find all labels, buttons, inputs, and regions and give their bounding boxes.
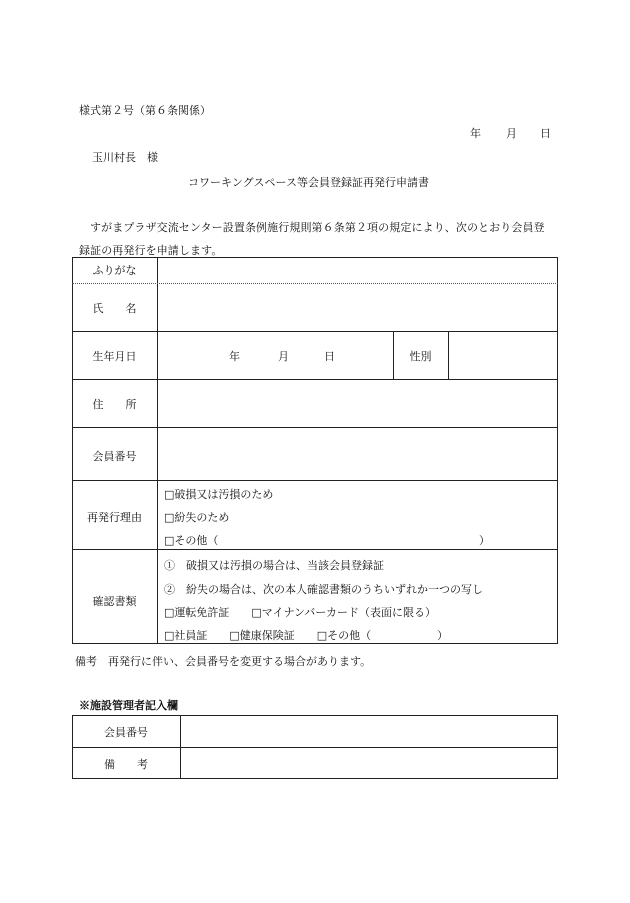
- doc-options-row-1[interactable]: □運転免許証 □マイナンバーカード（表面に限る）: [164, 606, 437, 619]
- birth-year-field[interactable]: [180, 348, 226, 366]
- birth-year-unit: 年: [229, 350, 240, 363]
- furigana-field[interactable]: [160, 262, 554, 280]
- date-month-label: 月: [506, 127, 517, 140]
- date-day-label: 日: [540, 127, 551, 140]
- date-month-field[interactable]: [520, 127, 540, 139]
- member-number-label: 会員番号: [92, 450, 137, 463]
- addressee: 玉川村長 様: [92, 151, 158, 164]
- birth-day-field[interactable]: [296, 348, 322, 366]
- birth-month-field[interactable]: [248, 348, 276, 366]
- member-number-field[interactable]: [160, 434, 554, 474]
- admin-remarks-field[interactable]: [184, 751, 554, 775]
- gender-field[interactable]: [452, 336, 554, 374]
- admin-section-heading: ※施設管理者記入欄: [79, 699, 178, 712]
- doc-note-damaged: ① 破損又は汚損の場合は、当該会員登録証: [164, 559, 384, 572]
- doc-note-lost: ② 紛失の場合は、次の本人確認書類のうちいずれか一つの写し: [164, 583, 483, 596]
- remark-note: 備考 再発行に伴い、会員番号を変更する場合があります。: [75, 655, 372, 668]
- birthdate-label: 生年月日: [92, 350, 137, 363]
- reason-other-close-paren: ）: [479, 534, 490, 547]
- admin-member-number-label: 会員番号: [104, 726, 148, 739]
- furigana-divider: [72, 283, 558, 284]
- gender-label: 性別: [409, 350, 432, 363]
- admin-remarks-label: 備 考: [104, 758, 148, 771]
- verification-docs-label: 確認書類: [92, 595, 137, 608]
- name-label: 氏 名: [92, 302, 137, 315]
- form-number: 様式第２号（第６条関係）: [79, 104, 211, 117]
- date-year-field[interactable]: [484, 127, 508, 139]
- birth-day-unit: 日: [324, 350, 335, 363]
- admin-member-number-field[interactable]: [184, 719, 554, 743]
- doc-options-row-2[interactable]: □社員証 □健康保険証 □その他（ ）: [164, 629, 449, 642]
- date-year-label: 年: [470, 127, 481, 140]
- reason-other-field[interactable]: [226, 533, 476, 545]
- intro-paragraph: すがまプラザ交流センター設置条例施行規則第６条第２項の規定により、次のとおり会員登録証の再発行を申請します。: [79, 221, 545, 257]
- reason-damaged-checkbox[interactable]: □破損又は汚損のため: [164, 488, 274, 501]
- address-label: 住 所: [92, 398, 137, 411]
- name-field[interactable]: [160, 290, 554, 326]
- reason-other-checkbox[interactable]: □その他（: [164, 534, 219, 547]
- reason-lost-checkbox[interactable]: □紛失のため: [164, 511, 230, 524]
- document-title: コワーキングスペース等会員登録証再発行申請書: [188, 176, 430, 189]
- furigana-label: ふりがな: [92, 264, 137, 277]
- birth-month-unit: 月: [278, 350, 289, 363]
- address-field[interactable]: [160, 384, 554, 422]
- label-column-divider: [157, 257, 158, 644]
- reissue-reason-label: 再発行理由: [87, 511, 142, 524]
